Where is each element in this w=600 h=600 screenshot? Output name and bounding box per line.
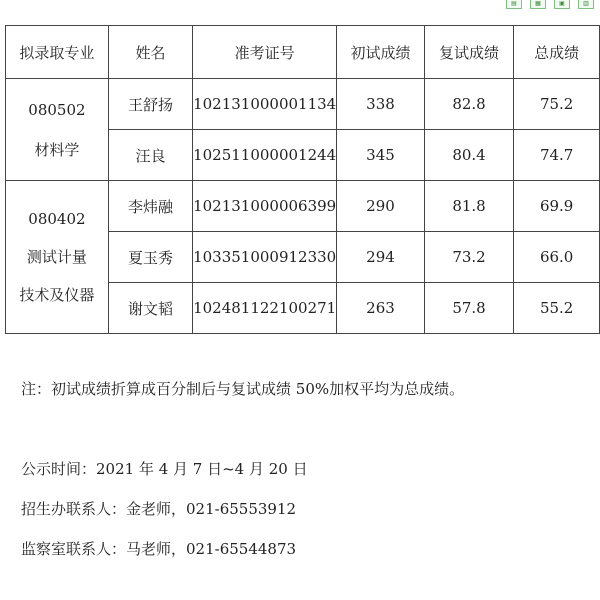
total-score: 69.9: [514, 181, 600, 232]
student-name: 汪良: [108, 130, 192, 181]
retest-score: 57.8: [424, 283, 514, 334]
student-name: 李炜融: [108, 181, 192, 232]
supervision-contact: 监察室联系人：马老师，021-65544873: [21, 540, 297, 558]
total-score: 66.0: [514, 232, 600, 283]
admission-score-table: [5, 25, 600, 334]
exam-id: 103351000912330: [193, 232, 337, 283]
toolbar: [506, 0, 594, 10]
exam-id: 102131000001134: [193, 79, 337, 130]
table-icon[interactable]: ▦: [530, 0, 546, 9]
retest-score: 73.2: [424, 232, 514, 283]
exam-id: 102481122100271: [193, 283, 337, 334]
major-cell: [6, 181, 109, 334]
header-exam-id: 准考证号: [193, 26, 337, 79]
publicity-time: 公示时间：2021 年 4 月 7 日~4 月 20 日: [21, 460, 308, 478]
table-header-row: [6, 26, 600, 79]
print-icon[interactable]: ▣: [554, 0, 570, 9]
initial-score: 263: [337, 283, 425, 334]
student-name: 夏玉秀: [108, 232, 192, 283]
score-note: 注：初试成绩折算成百分制后与复试成绩 50%加权平均为总成绩。: [21, 380, 465, 398]
student-name: 谢文韬: [108, 283, 192, 334]
header-retest-score: 复试成绩: [424, 26, 514, 79]
retest-score: 82.8: [424, 79, 514, 130]
major-code: 080502: [28, 100, 86, 119]
header-initial-score: 初试成绩: [337, 26, 425, 79]
major-name-line: 技术及仪器: [19, 286, 95, 304]
initial-score: 338: [337, 79, 425, 130]
initial-score: 294: [337, 232, 425, 283]
initial-score: 290: [337, 181, 425, 232]
student-name: 王舒扬: [108, 79, 192, 130]
exam-id: 102511000001244: [193, 130, 337, 181]
header-name: 姓名: [108, 26, 192, 79]
admissions-contact: 招生办联系人：金老师，021-65553912: [21, 500, 297, 518]
document-icon[interactable]: ▤: [506, 0, 522, 9]
header-major: 拟录取专业: [6, 26, 109, 79]
retest-score: 81.8: [424, 181, 514, 232]
total-score: 55.2: [514, 283, 600, 334]
header-total-score: 总成绩: [514, 26, 600, 79]
initial-score: 345: [337, 130, 425, 181]
exam-id: 102131000006399: [193, 181, 337, 232]
save-icon[interactable]: ▥: [578, 0, 594, 9]
retest-score: 80.4: [424, 130, 514, 181]
major-name: 材料学: [34, 140, 80, 159]
total-score: 75.2: [514, 79, 600, 130]
major-name-line: 测试计量: [26, 248, 87, 266]
table-row: [6, 181, 600, 232]
table-row: [6, 79, 600, 130]
major-cell: [6, 79, 109, 181]
total-score: 74.7: [514, 130, 600, 181]
major-code: 080402: [28, 210, 86, 228]
